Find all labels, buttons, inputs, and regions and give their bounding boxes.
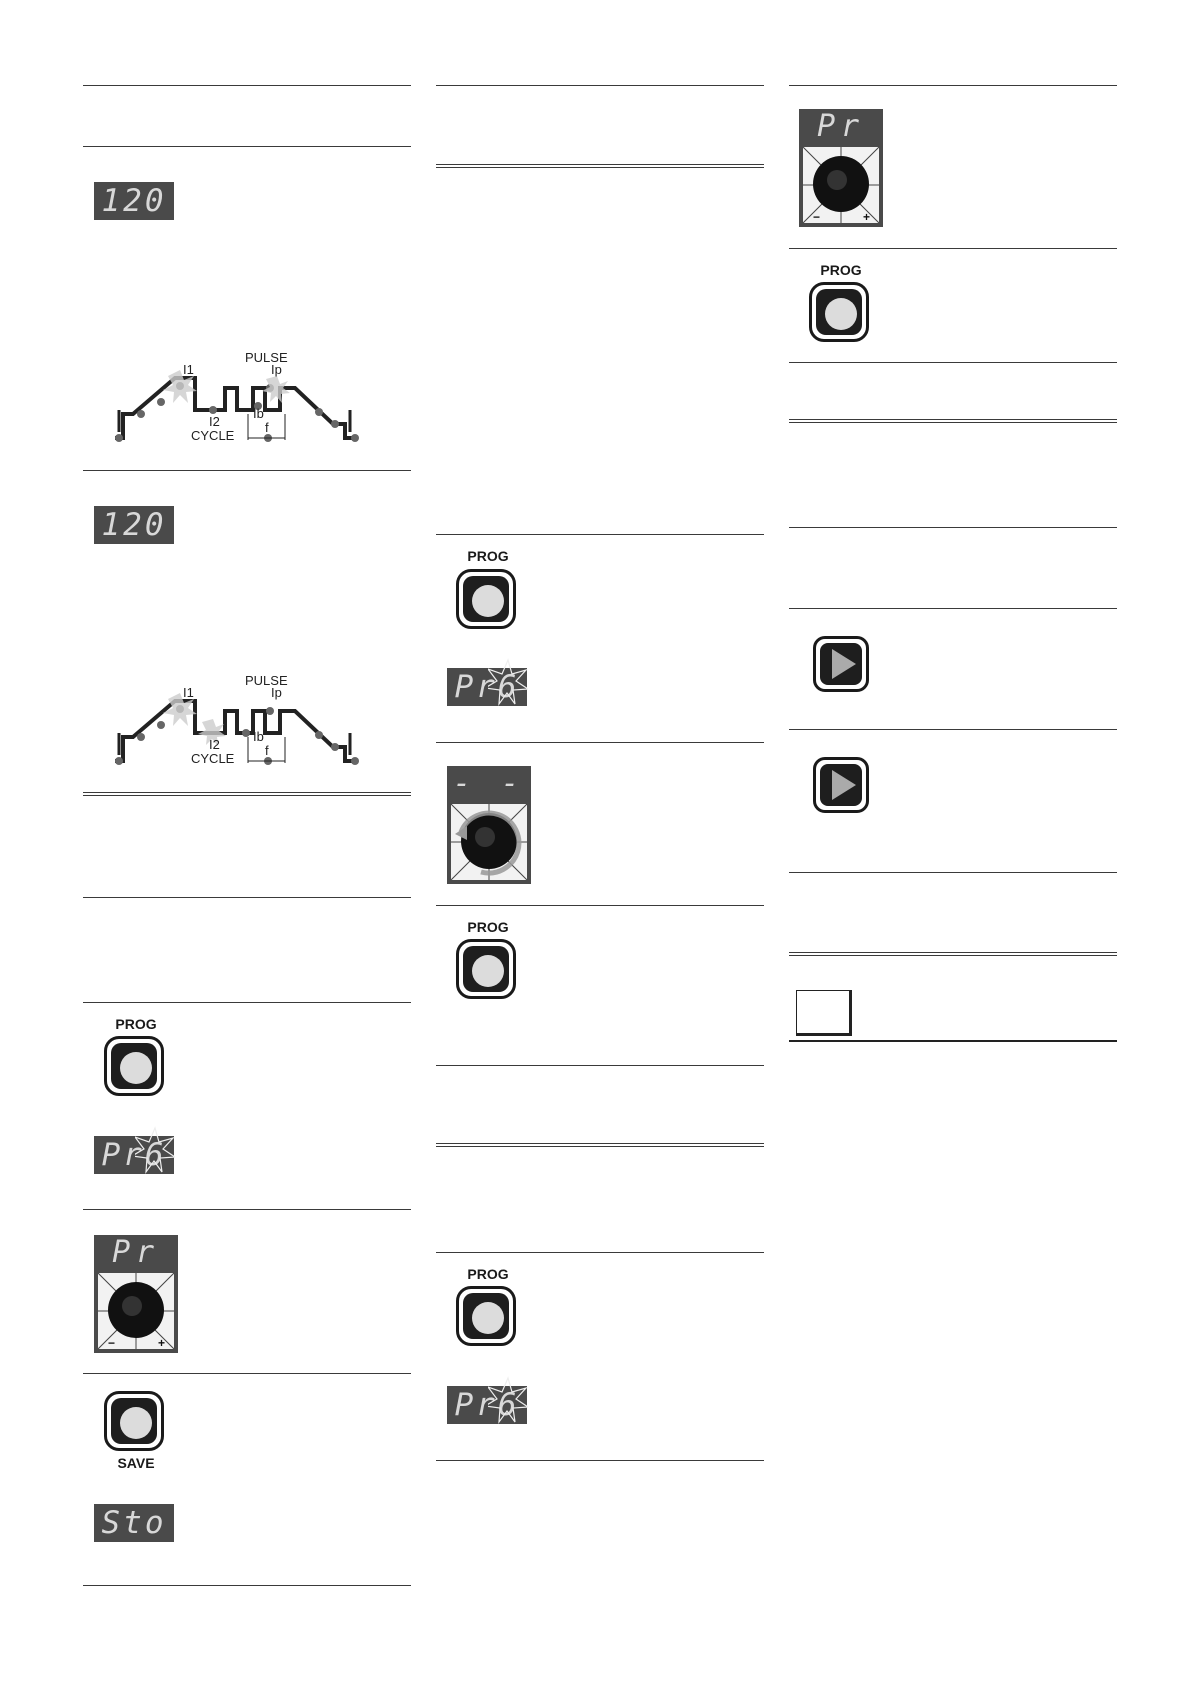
display-value: Pr (454, 1387, 498, 1423)
pulse-label: PULSE (245, 673, 288, 688)
knob-icon[interactable] (98, 1273, 174, 1349)
divider (436, 534, 764, 535)
svg-text:−: − (108, 1336, 116, 1349)
display-value: Pr (101, 1137, 145, 1173)
divider (83, 1585, 411, 1586)
next-button[interactable] (813, 636, 869, 692)
svg-text:−: − (813, 210, 821, 223)
blink-star-icon: 6 (498, 1386, 520, 1424)
save-button[interactable] (104, 1391, 164, 1451)
ib-label: Ib (253, 406, 264, 421)
prog-button[interactable] (104, 1036, 164, 1096)
i1-label: I1 (183, 362, 194, 377)
prog-button[interactable] (456, 569, 516, 629)
i1-label: I1 (183, 685, 194, 700)
ib-label: Ib (253, 729, 264, 744)
ip-label: Ip (271, 685, 282, 700)
section-divider (789, 952, 1117, 956)
divider (83, 146, 411, 147)
svg-text:+: + (158, 1336, 166, 1349)
knob-icon[interactable] (803, 147, 879, 223)
digital-display (94, 506, 174, 544)
digital-display (94, 182, 174, 220)
divider (789, 1040, 1117, 1042)
prog-button-label: PROG (467, 919, 509, 935)
pulse-waveform-icon (105, 350, 395, 450)
empty-box (796, 990, 852, 1036)
display-value: 120 (101, 507, 167, 543)
encoder-panel (94, 1235, 178, 1353)
prog-button[interactable] (456, 939, 516, 999)
divider (789, 872, 1117, 873)
prog-button-label: PROG (820, 262, 862, 278)
knob-face (451, 804, 527, 880)
display-value: Pr (454, 669, 498, 705)
ip-label: Ip (271, 362, 282, 377)
play-icon (820, 764, 862, 806)
next-button[interactable] (813, 757, 869, 813)
pulse-cycle-diagram (105, 350, 395, 450)
divider (789, 608, 1117, 609)
save-button-label: SAVE (117, 1455, 155, 1471)
divider (436, 905, 764, 906)
prog-button[interactable] (809, 282, 869, 342)
section-divider (436, 1143, 764, 1147)
encoder-panel (799, 109, 883, 227)
f-label: f (265, 743, 269, 758)
digital-display (447, 1386, 527, 1424)
divider (789, 362, 1117, 363)
divider (83, 85, 411, 86)
divider (83, 1209, 411, 1210)
prog-button-label: PROG (467, 1266, 509, 1282)
section-divider (436, 164, 764, 168)
section-divider (789, 419, 1117, 423)
svg-text:+: + (863, 210, 871, 223)
divider (789, 248, 1117, 249)
digital-display (94, 1136, 174, 1174)
digital-display (94, 1504, 174, 1542)
pulse-label: PULSE (245, 350, 288, 365)
divider (83, 1373, 411, 1374)
knob-face (98, 1273, 174, 1349)
cycle-label: CYCLE (191, 751, 235, 766)
digital-display (447, 668, 527, 706)
divider (436, 85, 764, 86)
blink-star-icon: 6 (498, 668, 520, 706)
f-label: f (265, 420, 269, 435)
play-icon (820, 643, 862, 685)
display-value: Pr (111, 1235, 161, 1270)
display-value: 120 (101, 183, 167, 219)
divider (789, 729, 1117, 730)
pulse-waveform-icon (105, 673, 395, 773)
divider (789, 527, 1117, 528)
divider (436, 1460, 764, 1461)
i2-label: I2 (209, 737, 220, 752)
cycle-label: CYCLE (191, 428, 235, 443)
divider (436, 1065, 764, 1066)
section-divider (83, 792, 411, 796)
encoder-panel (447, 766, 531, 884)
blink-star-icon: 6 (145, 1136, 167, 1174)
divider (83, 470, 411, 471)
prog-button-label: PROG (467, 548, 509, 564)
prog-button[interactable] (456, 1286, 516, 1346)
divider (83, 897, 411, 898)
display-value: - - (452, 766, 526, 801)
knob-icon[interactable] (451, 804, 527, 880)
pulse-cycle-diagram (105, 673, 395, 773)
divider (436, 1252, 764, 1253)
display-value: Pr (816, 109, 866, 144)
knob-face (803, 147, 879, 223)
divider (789, 85, 1117, 86)
prog-button-label: PROG (115, 1016, 157, 1032)
display-value: Sto (101, 1505, 167, 1541)
i2-label: I2 (209, 414, 220, 429)
divider (436, 742, 764, 743)
divider (83, 1002, 411, 1003)
